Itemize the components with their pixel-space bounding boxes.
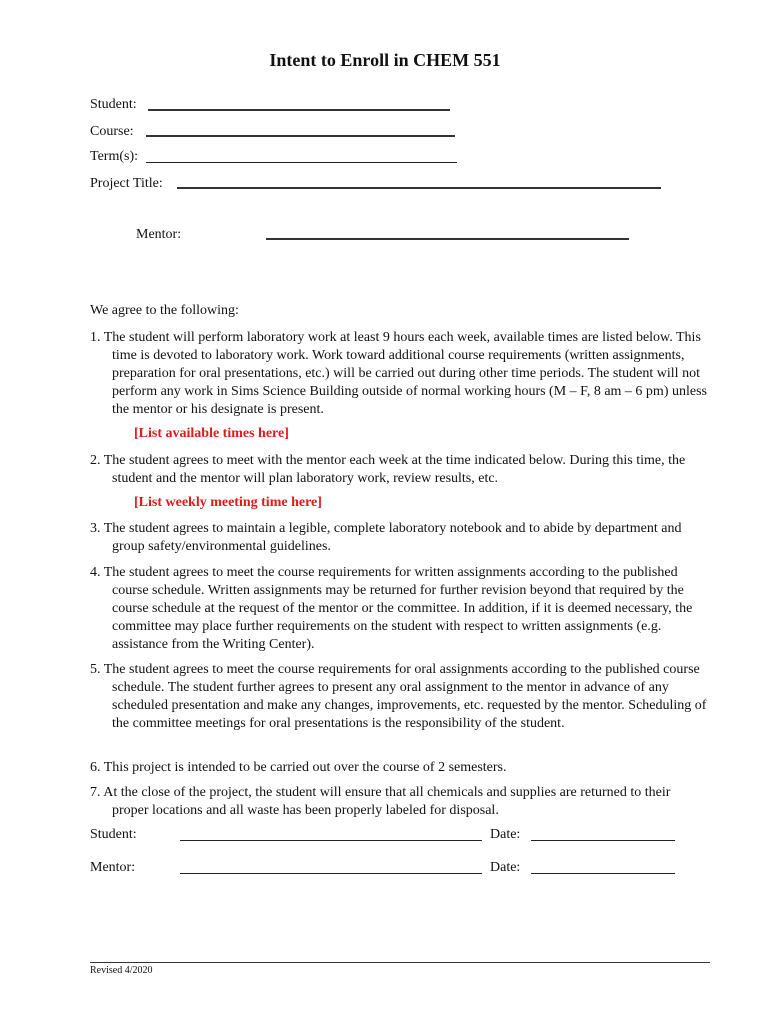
student-date-label: Date: <box>490 827 521 842</box>
mentor-field-line[interactable] <box>266 238 629 240</box>
student-signature-line[interactable] <box>180 840 482 841</box>
project-title-field-line[interactable] <box>177 187 661 189</box>
agreement-item-1: 1. The student will perform laboratory work at least 9 hours each week, available times are listed below. This time is devoted to laboratory work. Work toward additional course requirements (written assignments, preparation for oral presentations, etc.) will be carried out during other time periods. The student will not perform any work in Sims Science Building outside of normal working hours (M – F, 8 am – 6 pm) unless the mentor or his designate is present. <box>90 330 707 417</box>
footer-divider <box>90 962 710 963</box>
mentor-field-label: Mentor: <box>136 227 182 242</box>
agreement-item-7: 7. At the close of the project, the student will ensure that all chemicals and supplies are returned to their proper locations and all waste has been properly labeled for disposal. <box>90 785 671 818</box>
agreement-heading: We agree to the following: <box>90 303 239 318</box>
agreement-item-5: 5. The student agrees to meet the course requirements for oral assignments according to the published course schedule. The student further agrees to present any oral assignment to the mentor in advance of any scheduled presentation and make any changes, improvements, etc. requested by the mentor. Scheduling of the committee meetings for oral presentations is the responsibility of the student. <box>90 662 707 731</box>
terms-field-line[interactable] <box>146 162 457 163</box>
student-field-line[interactable] <box>148 109 450 111</box>
student-field-label: Student: <box>90 97 137 112</box>
revision-note: Revised 4/2020 <box>90 965 153 976</box>
course-field-label: Course: <box>90 124 134 139</box>
mentor-signature-line[interactable] <box>180 873 482 874</box>
available-times-placeholder: [List available times here] <box>134 426 289 441</box>
student-signature-label: Student: <box>90 827 137 842</box>
agreement-item-4: 4. The student agrees to meet the course requirements for written assignments according to the published course schedule. Written assignments may be returned for further revision beyond that required by the course schedule at the request of the mentor or the committee. In addition, if it is deemed necessary, the committee may place further requirements on the student with respect to written assignments (e.g. assistance from the Writing Center). <box>90 565 693 652</box>
agreement-item-2: 2. The student agrees to meet with the mentor each week at the time indicated below. During this time, the student and the mentor will plan laboratory work, review results, etc. <box>90 453 686 486</box>
agreement-item-6: 6. This project is intended to be carried out over the course of 2 semesters. <box>90 760 507 775</box>
terms-field-label: Term(s): <box>90 149 139 164</box>
weekly-meeting-placeholder: [List weekly meeting time here] <box>134 495 322 510</box>
agreement-item-3: 3. The student agrees to maintain a legible, complete laboratory notebook and to abide by department and group safety/environmental guidelines. <box>90 521 682 554</box>
mentor-date-line[interactable] <box>531 873 675 874</box>
document-title: Intent to Enroll in CHEM 551 <box>269 50 501 70</box>
mentor-signature-label: Mentor: <box>90 860 136 875</box>
course-field-line[interactable] <box>146 135 455 137</box>
student-date-line[interactable] <box>531 840 675 841</box>
mentor-date-label: Date: <box>490 860 521 875</box>
project-title-field-label: Project Title: <box>90 176 163 191</box>
